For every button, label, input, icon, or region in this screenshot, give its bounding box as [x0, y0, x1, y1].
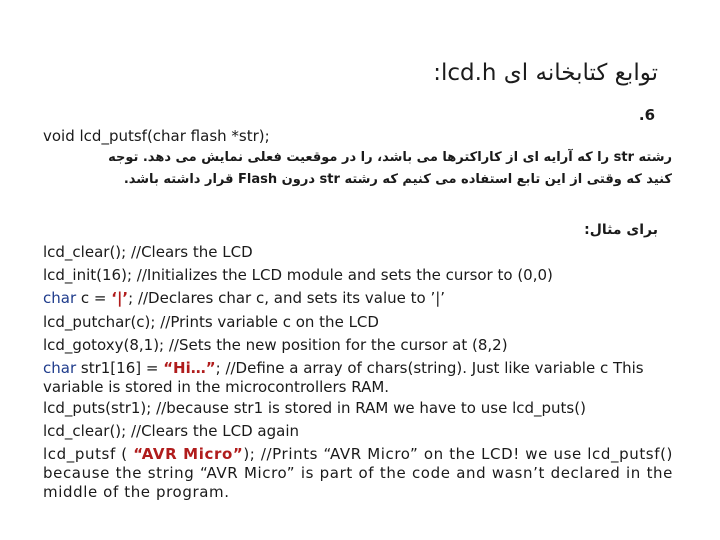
string-literal: ‘|’ — [111, 289, 129, 308]
code: lcd_puts(str1); — [43, 398, 152, 417]
code: c = — [76, 289, 112, 308]
code: lcd_gotoxy(8,1); — [43, 335, 165, 354]
comment: //Prints variable c on the LCD — [155, 312, 379, 331]
function-signature: void lcd_putsf(char flash *str); — [43, 127, 270, 145]
slide-title: توابع کتابخانه ای lcd.h: — [433, 60, 658, 86]
code: str1[16] = — [76, 358, 164, 377]
keyword: char — [43, 358, 77, 377]
code-line-4 — [43, 313, 673, 332]
comment: //Clears the LCD — [126, 243, 253, 261]
description-line-1: رشته str را که آرایه ای از کاراکترها می باشد، را در موقعیت فعلی نمایش می دهد. توجه — [108, 150, 672, 165]
code-line-8 — [43, 422, 673, 441]
code: lcd_clear(); — [43, 243, 127, 261]
string-literal: “AVR Micro” — [133, 445, 244, 464]
keyword: char — [43, 289, 77, 308]
code-line-5 — [43, 336, 673, 355]
comment: //Clears the LCD again — [126, 422, 300, 441]
string-literal: “Hi…” — [163, 358, 216, 377]
comment: //because str1 is stored in RAM we have to use lcd_puts() — [151, 398, 586, 417]
code-line-3 — [43, 289, 673, 308]
comment: ); //Prints “AVR Micro” on the LCD! we use lcd_putsf() because the string “AVR Micro” is part of the code and wasn’t declared in the middle of the program. — [43, 445, 674, 502]
comment: //Initializes the LCD module and sets the cursor to (0,0) — [132, 266, 553, 285]
code: lcd_putchar(c); — [43, 312, 156, 331]
code-line-2 — [43, 266, 673, 285]
code-line-1 — [43, 243, 673, 262]
item-number: 6. — [638, 106, 655, 124]
comment: ; //Define a array of chars(string). Just like variable c This variable is stored in the microcontrollers RAM. — [43, 358, 644, 396]
comment: //Sets the new position for the cursor at (8,2) — [164, 335, 508, 354]
code: lcd_init(16); — [43, 266, 133, 285]
code-line-7 — [43, 399, 673, 418]
code: lcd_clear(); — [43, 422, 127, 441]
code-line-9 — [43, 445, 673, 502]
code-example — [43, 243, 673, 504]
description-line-2: کنید که وقتی از این تابع استفاده می کنیم که رشته str درون Flash قرار داشته باشد. — [123, 172, 672, 187]
example-label: برای مثال: — [584, 222, 658, 238]
code: lcd_putsf ( — [43, 445, 134, 464]
code-line-6 — [43, 359, 673, 397]
comment: ; //Declares char c, and sets its value to ’|’ — [128, 289, 446, 308]
